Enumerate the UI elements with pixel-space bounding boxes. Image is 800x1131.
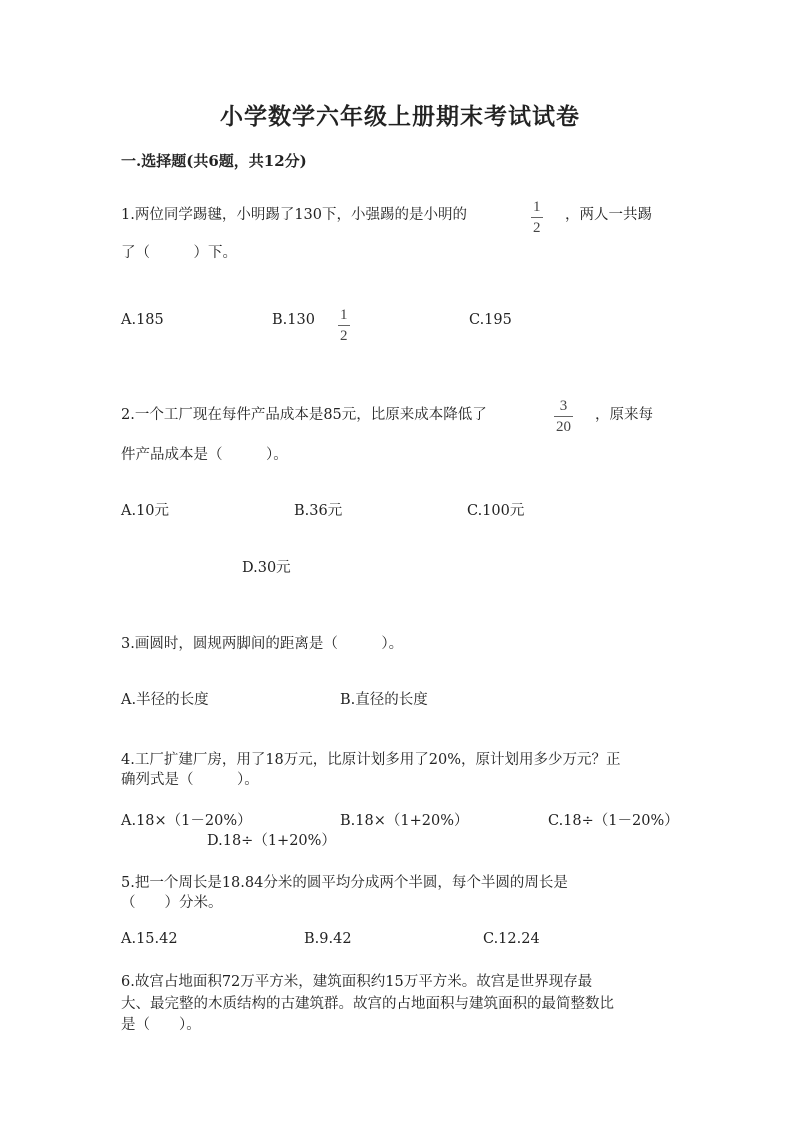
question-2-text-line2: 件产品成本是（ ）。 (121, 447, 288, 463)
section-heading: 一.选择题(共6题，共12分) (121, 152, 307, 170)
question-4-text-line1: 4.工厂扩建厂房，用了18万元，比原计划多用了20%，原计划用多少万元？正 (121, 752, 621, 768)
question-1-text-line1-end: ，两人一共踢 (565, 207, 652, 223)
fraction-numerator: 1 (533, 199, 541, 215)
question-6-text-line2: 大、最完整的木质结构的古建筑群。故宫的占地面积与建筑面积的最简整数比 (121, 996, 614, 1012)
option-b[interactable]: B.18×（1+20%） (340, 813, 469, 829)
option-c[interactable]: C.100元 (467, 503, 525, 519)
option-c[interactable]: C.195 (469, 312, 512, 328)
fraction-denominator: 20 (556, 419, 571, 435)
question-1-text-line2: 了（ ）下。 (121, 245, 237, 261)
option-d[interactable]: D.30元 (242, 560, 291, 576)
question-2-text-line1: 2.一个工厂现在每件产品成本是85元，比原来成本降低了 (121, 407, 487, 423)
question-3-text: 3.画圆时，圆规两脚间的距离是（ ）。 (121, 636, 404, 652)
fraction-denominator: 2 (533, 220, 541, 236)
fraction-numerator: 1 (340, 307, 348, 323)
option-b[interactable]: B.直径的长度 (340, 692, 428, 708)
page-title: 小学数学六年级上册期末考试试卷 (220, 103, 580, 130)
question-2-text-line1-end: ，原来每 (595, 407, 653, 423)
option-a[interactable]: A.15.42 (121, 931, 178, 947)
question-5-text-line2: （ ）分米。 (121, 895, 223, 911)
fraction-denominator: 2 (340, 328, 348, 344)
option-a[interactable]: A.10元 (121, 503, 170, 519)
option-a[interactable]: A.185 (121, 312, 164, 328)
option-b[interactable]: B.130 (272, 312, 315, 328)
option-b[interactable]: B.36元 (294, 503, 343, 519)
question-1-fraction (531, 200, 543, 236)
option-b[interactable]: B.9.42 (304, 931, 352, 947)
question-6-text-line1: 6.故宫占地面积72万平方米，建筑面积约15万平方米。故宫是世界现存最 (121, 974, 593, 990)
fraction-numerator: 3 (559, 398, 568, 414)
question-4-text-line2: 确列式是（ ）。 (121, 772, 259, 788)
option-d[interactable]: D.18÷（1+20%） (207, 833, 336, 849)
option-c[interactable]: C.12.24 (483, 931, 540, 947)
option-c[interactable]: C.18÷（1－20%） (548, 813, 679, 829)
option-a[interactable]: A.18×（1－20%） (121, 813, 252, 829)
question-6-text-line3: 是（ ）。 (121, 1017, 201, 1033)
question-5-text-line1: 5.把一个周长是18.84分米的圆平均分成两个半圆，每个半圆的周长是 (121, 875, 568, 891)
question-1-text-line1: 1.两位同学踢毽，小明踢了130下，小强踢的是小明的 (121, 207, 468, 223)
option-a[interactable]: A.半径的长度 (121, 692, 209, 708)
option-b-fraction (338, 308, 350, 344)
question-2-fraction (554, 399, 573, 435)
